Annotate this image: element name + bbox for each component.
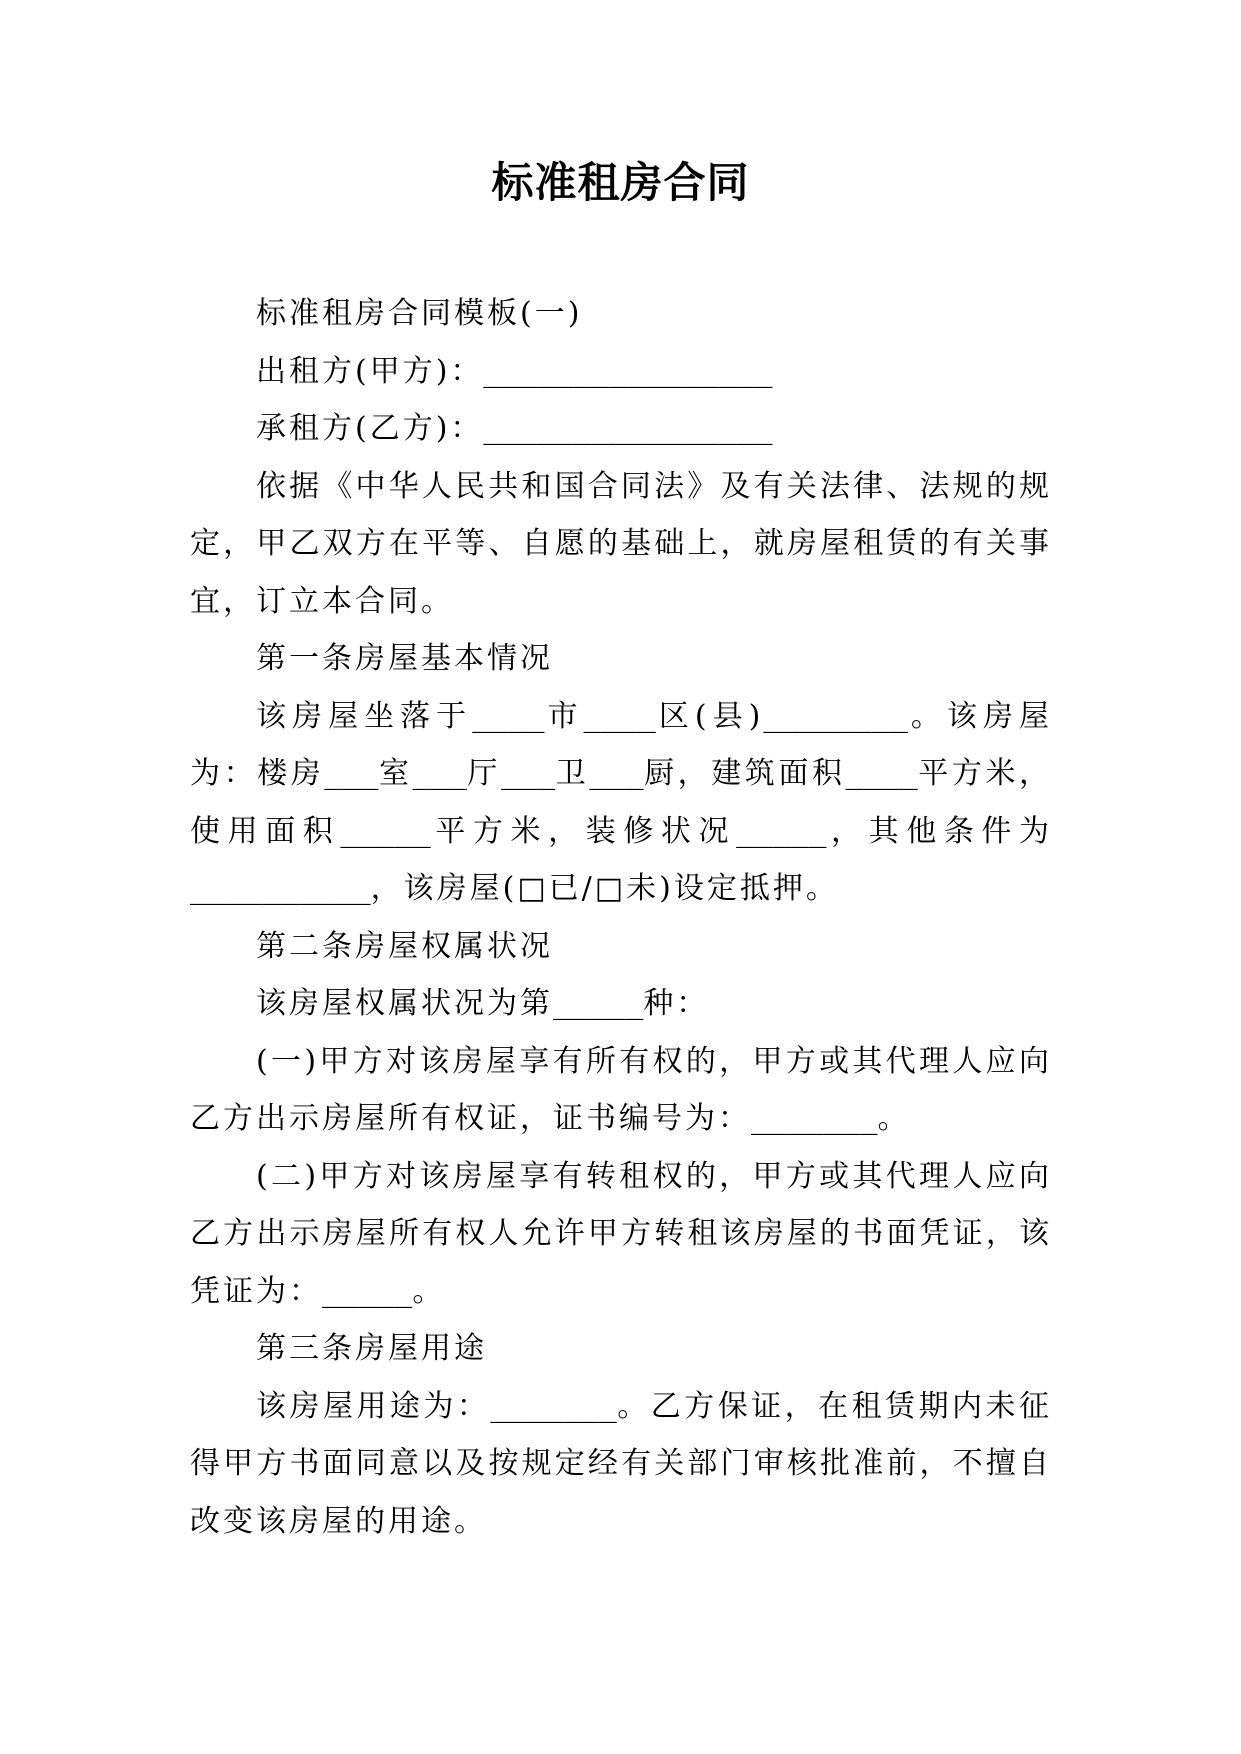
- lessor-line: 出租方(甲方)：________________: [256, 353, 773, 389]
- article-1-paragraph: 该房屋坐落于____市____区(县)________。该房屋为：楼房___室___厅___卫___厨，建筑面积____平方米，使用面积_____平方米，装修状况_____，其他条件为__________，该房屋(□已/□未)设定抵押。: [190, 698, 1053, 906]
- article-3-paragraph: 该房屋用途为：_______。乙方保证，在租赁期内未征得甲方书面同意以及按规定经有关部门审核批准前，不擅自改变该房屋的用途。: [190, 1388, 1053, 1539]
- article-2-heading: 第二条房屋权属状况: [256, 928, 553, 964]
- article-3-heading: 第三条房屋用途: [256, 1331, 487, 1366]
- article-2-paragraph: 该房屋权属状况为第_____种：: [256, 986, 710, 1021]
- article-2-item-2: (二)甲方对该房屋享有转租权的，甲方或其代理人应向乙方出示房屋所有权人允许甲方转租该房屋的书面凭证，该凭证为：_____。: [190, 1158, 1052, 1309]
- blank-field: ___: [500, 756, 556, 791]
- blank-field: ____: [472, 698, 545, 734]
- blank-field: _______: [751, 1101, 878, 1136]
- blank-field: ___: [589, 756, 644, 791]
- blank-field: ___: [324, 756, 379, 791]
- blank-field: ________________: [483, 353, 773, 389]
- blank-field: _____: [322, 1273, 413, 1309]
- document-body: [190, 285, 1052, 1550]
- article-1-heading: 第一条房屋基本情况: [256, 641, 553, 676]
- blank-field: __________: [190, 871, 371, 906]
- preamble-paragraph: 依据《中华人民共和国合同法》及有关法律、法规的规定，甲乙双方在平等、自愿的基础上，就房屋租赁的有关事宜，订立本合同。: [190, 468, 1052, 619]
- blank-field: ________________: [483, 411, 773, 446]
- blank-field: _____: [553, 986, 644, 1021]
- lessee-line: 承租方(乙方)：________________: [256, 411, 773, 446]
- blank-field: ____: [583, 698, 656, 734]
- blank-field: ____: [845, 756, 918, 791]
- article-2-item-1: (一)甲方对该房屋享有所有权的，甲方或其代理人应向乙方出示房屋所有权证，证书编号为：_______。: [190, 1043, 1052, 1136]
- blank-field: _____: [736, 813, 827, 849]
- blank-field: _____: [340, 813, 431, 849]
- document-title: 标准租房合同: [491, 158, 750, 207]
- template-heading: 标准租房合同模板(一): [256, 296, 583, 331]
- blank-field: _______: [490, 1388, 617, 1424]
- blank-field: ___: [412, 756, 467, 791]
- blank-field: ________: [763, 698, 908, 734]
